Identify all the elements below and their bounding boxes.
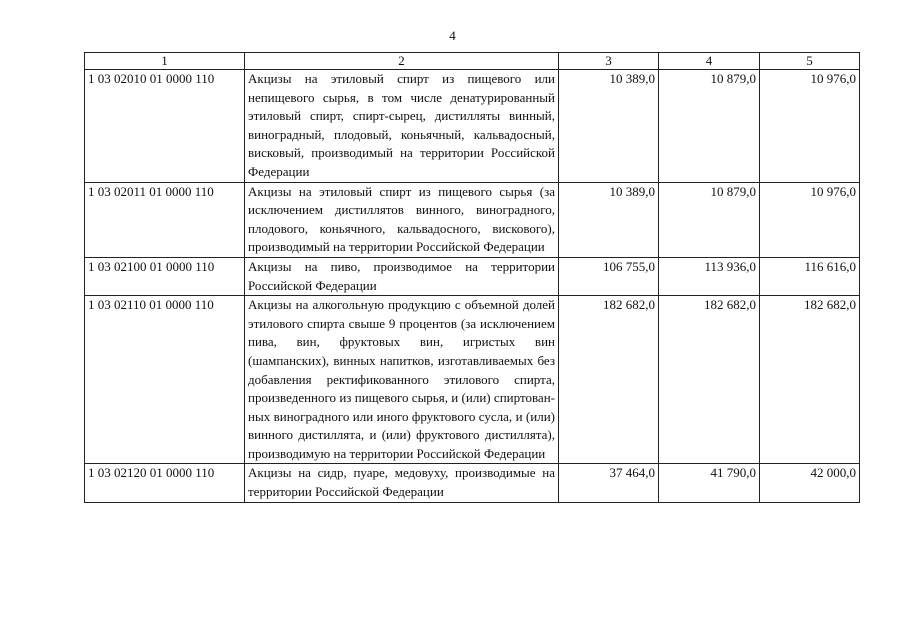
table-row: [85, 70, 860, 183]
value-col3: 37 464,0: [559, 464, 659, 502]
header-row: [85, 53, 860, 70]
revenue-code: 1 03 02010 01 0000 110: [85, 70, 245, 183]
value-col5: 42 000,0: [760, 464, 860, 502]
revenue-description: Акцизы на сидр, пуаре, медовуху, производимые на территории Российской Федерации: [245, 464, 559, 502]
value-col5: 10 976,0: [760, 70, 860, 183]
table-row: [85, 296, 860, 464]
column-header-1: 1: [85, 53, 245, 70]
revenue-description: Акцизы на пиво, производимое на территории Российской Федерации: [245, 257, 559, 295]
value-col4: 10 879,0: [659, 182, 760, 257]
page-number: 4: [449, 28, 456, 43]
column-header-4: 4: [659, 53, 760, 70]
value-col3: 182 682,0: [559, 296, 659, 464]
table-row: [85, 257, 860, 295]
value-col4: 10 879,0: [659, 70, 760, 183]
revenue-code: 1 03 02110 01 0000 110: [85, 296, 245, 464]
revenue-code: 1 03 02011 01 0000 110: [85, 182, 245, 257]
column-header-2: 2: [245, 53, 559, 70]
revenue-description: Акцизы на алкогольную продукцию с объемной долей этилового спирта свыше 9 процентов (за исключением пива, вин, фруктовых вин, игристых вин (шампанских), винных напитков, изготавливаемых без добавления ректификованного этилового спирта, произведенного из пищевого сырья, и (или) спиртованных виноградного или иного фруктового сусла, и (или) винного дистиллята, и (или) фруктового дистиллята), производимую на территории Российской Федерации: [245, 296, 559, 464]
value-col3: 10 389,0: [559, 182, 659, 257]
revenue-code: 1 03 02100 01 0000 110: [85, 257, 245, 295]
value-col5: 10 976,0: [760, 182, 860, 257]
value-col4: 41 790,0: [659, 464, 760, 502]
revenue-description: Акцизы на этиловый спирт из пищевого сырья (за исключением дистиллятов винного, виноградного, плодового, коньячного, кальвадосного, вискового), производимый на территории Российской Федерации: [245, 182, 559, 257]
value-col5: 182 682,0: [760, 296, 860, 464]
value-col4: 182 682,0: [659, 296, 760, 464]
value-col3: 106 755,0: [559, 257, 659, 295]
column-header-3: 3: [559, 53, 659, 70]
budget-table: [84, 52, 860, 503]
table-row: [85, 182, 860, 257]
revenue-code: 1 03 02120 01 0000 110: [85, 464, 245, 502]
value-col3: 10 389,0: [559, 70, 659, 183]
value-col5: 116 616,0: [760, 257, 860, 295]
revenue-description: Акцизы на этиловый спирт из пищевого или непищевого сырья, в том числе денатурированный этиловый спирт, спирт-сырец, дистилляты винный, виноградный, плодовый, коньячный, кальвадосный, висковый, производимый на территории Российской Федерации: [245, 70, 559, 183]
column-header-5: 5: [760, 53, 860, 70]
table-row: [85, 464, 860, 502]
value-col4: 113 936,0: [659, 257, 760, 295]
